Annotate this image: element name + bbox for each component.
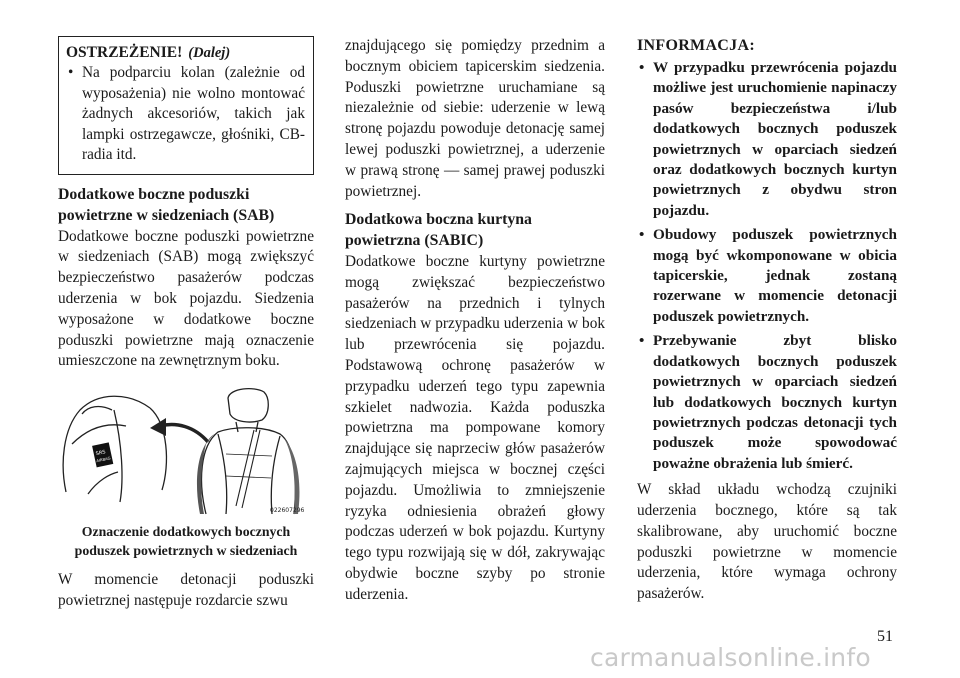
figure-code: 022607296	[270, 507, 305, 515]
sabic-heading: Dodatkowa boczna kurtyna powietrzna (SABIC)	[345, 211, 532, 250]
srs-badge-text: SRS	[95, 449, 107, 458]
seat-airbag-illustration	[58, 384, 316, 516]
left-column	[58, 36, 314, 612]
warning-title-text: OSTRZEŻENIE!	[66, 44, 183, 61]
airbag-badge-text: AIRBAG	[95, 455, 111, 464]
figure-caption: Oznaczenie dodatkowych bocznych poduszek powietrznych w siedzeniach	[74, 524, 298, 559]
warning-continued: (Dalej)	[188, 45, 231, 61]
sabic-paragraph: Dodatkowe boczne kurtyny powietrzne mogą zwiększać bezpieczeństwo pasażerów na przednich i tylnych siedzeniach w przypadku uderzenia w bok lub przewrócenia się pojazdu. Podstawową ochronę pasażerów w przypadku uderzeń tego typu zapewnia szkielet nadwozia. Każda poduszka powietrzna ma pompowane komory znajdujące się naprzeciw głów pasażerów zajmujących miejsca w bocznej części pojazdu. Umożliwia to zmniejszenie ryzyka odniesienia obrażeń głowy podczas uderzeń w bok pojazdu. Kurtyny tego typu rozwijają się w dół, zakrywając obydwie boczne szyby po stronie uderzenia.	[345, 252, 605, 603]
seat-illustration-svg	[58, 384, 316, 516]
watermark: carmanualsonline.info	[590, 643, 871, 672]
info-item: • Przebywanie zbyt blisko dodatkowych bocznych poduszek powietrznych w oparciach siedzeń lub dodatkowych bocznych kurtyn powietrznych podczas detonacji tych poduszek może spowodować poważne obrażenia lub śmierć.	[637, 331, 897, 474]
sab-heading: Dodatkowe boczne poduszki powietrzne w siedzeniach (SAB)	[58, 185, 275, 224]
info-list	[637, 58, 897, 474]
detonation-paragraph: W momencie detonacji poduszki powietrznej następuje rozdarcie szwu	[58, 571, 314, 609]
middle-paragraph-1: znajdującego się pomiędzy przednim a bocznym obiciem tapicerskim siedzenia. Poduszki powietrzne uruchamiane są niezależnie od siebie: uderzenie w lewą stronę pojazdu powoduje detonację samej lewej poduszki powietrznej, a uderzenie w prawą stronę — samej prawej poduszki powietrznej.	[345, 37, 605, 200]
sensors-paragraph: W skład układu wchodzą czujniki uderzenia bocznego, które są tak skalibrowane, aby uruchomić boczne poduszki powietrzne w momencie uderzenia, które wymaga ochrony pasażerów.	[637, 481, 897, 603]
middle-column	[345, 36, 605, 606]
sab-paragraph: Dodatkowe boczne poduszki powietrzne w siedzeniach (SAB) mogą zwiększyć bezpieczeństwo pasażerów podczas uderzenia w bok pojazdu. Siedzenia wyposażone w dodatkowe boczne poduszki powietrzne mają oznaczenie umieszczone na zewnętrznym boku.	[58, 227, 314, 370]
warning-list	[66, 63, 305, 166]
right-column	[637, 36, 897, 605]
info-item: • W przypadku przewrócenia pojazdu możliwe jest uruchomienie napinaczy pasów bezpieczeństwa i/lub dodatkowych bocznych poduszek powietrznych w oparciach siedzeń oraz dodatkowych bocznych kurtyn powietrznych z obydwu stron pojazdu.	[637, 58, 897, 221]
warning-box	[58, 36, 314, 175]
warning-title	[66, 43, 305, 63]
info-title: INFORMACJA:	[637, 37, 755, 54]
warning-item: • Na podparciu kolan (zależnie od wyposażenia) nie wolno montować żadnych akcesoriów, takich jak lampki ostrzegawcze, głośniki, CB-radia itd.	[66, 63, 305, 166]
page-number: 51	[877, 628, 893, 645]
info-item: • Obudowy poduszek powietrznych mogą być wkomponowane w obicia tapicerskie, jednak zostaną rozerwane w momencie detonacji poduszek powietrznych.	[637, 225, 897, 327]
